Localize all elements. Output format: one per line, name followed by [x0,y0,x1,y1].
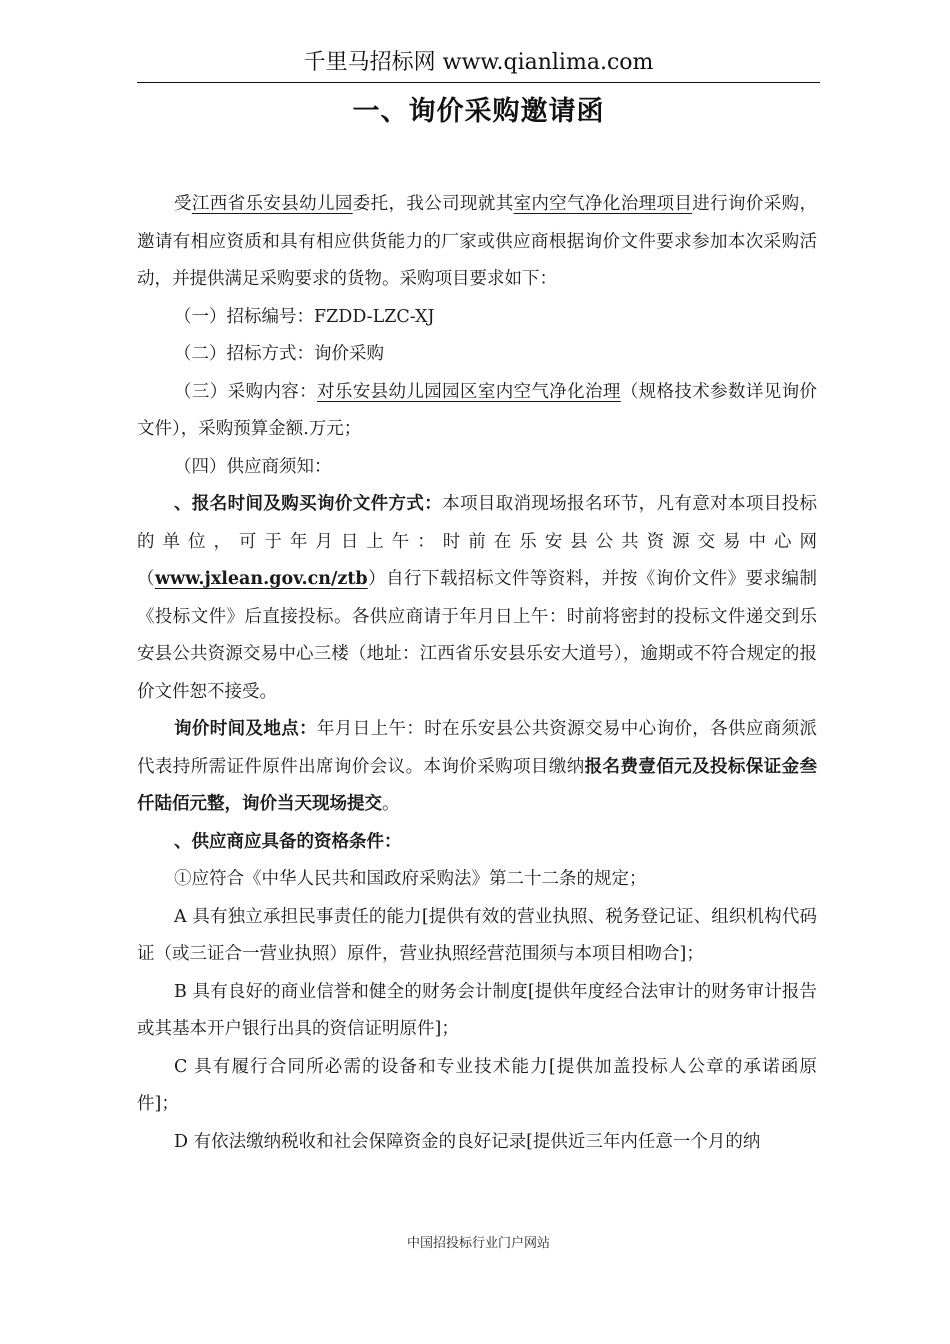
page-header: 千里马招标网 www.qianlima.com [303,50,654,75]
header-divider [137,82,820,83]
document-title: 一、询价采购邀请函 [352,96,605,127]
content-label: （三）采购内容： [174,381,317,402]
item-tender-number: （一）招标编号：FZDD-LZC-XJ [174,306,435,327]
intro-text-1: 受 [174,194,192,214]
item-procurement-content [137,374,817,449]
content-rest: （规格技术参数详见询价文件），采购预算金额.万元； [137,381,818,439]
registration-text-2: ）自行下载招标文件等资料，并按《询价文件》要求编制《投标文件》后直接投标。各供应商请于年月日上午：时前将密封的投标文件递交到乐安县公共资源交易中心三楼（地址：江西省乐安县乐安大道号），逾期或不符合规定的报价文件恕不接受。 [137,569,818,702]
qualification-b: B 具有良好的商业信誉和健全的财务会计制度[提供年度经合法审计的财务审计报告或其基本开户银行出具的资信证明原件]； [137,981,817,1039]
intro-text-3: 进行询价采购，邀请有相应资质和具有相应供货能力的厂家或供应商根据询价文件要求参加本次采购活动，并提供满足采购要求的货物。采购项目要求如下： [137,194,818,289]
qualification-d: D 有依法缴纳税收和社会保障资金的良好记录[提供近三年内任意一个月的纳 [174,1131,761,1152]
qualification-a: A 具有独立承担民事责任的能力[提供有效的营业执照、税务登记证、组织机构代码证（或三证合一营业执照）原件，营业执照经营范围须与本项目相吻合]； [137,906,817,964]
qualifications-heading: 、供应商应具备的资格条件： [174,831,402,852]
page-footer: 中国招投标行业门户网站 [406,1236,550,1251]
registration-url-link[interactable]: www.jxlean.gov.cn/ztb [154,569,368,589]
item-tender-method: （二）招标方式：询价采购 [174,344,384,364]
inquiry-end: 。 [382,794,400,814]
inquiry-fee-notice: 报名费壹佰元及投标保证金叁仟陆佰元整，询价当天现场提交 [137,756,818,814]
item-supplier-notice: （四）供应商须知： [174,456,332,477]
content-value: 对乐安县幼儿园园区室内空气净化治理 [316,381,621,402]
registration-text-1: 本项目取消现场报名环节，凡有意对本项目投标的单位，可于年月日上午：时前在乐安县公共资源交易中心网（ [137,494,818,589]
inquiry-label: 询价时间及地点： [174,719,317,739]
qualification-c: C 具有履行合同所必需的设备和专业技术能力[提供加盖投标人公章的承诺函原件]； [137,1056,817,1114]
registration-paragraph [137,486,817,711]
intro-paragraph [137,186,817,299]
project-name: 室内空气净化治理项目 [513,194,693,214]
inquiry-paragraph [137,711,817,824]
qualification-law: ①应符合《中华人民共和国政府采购法》第二十二条的规定； [174,869,647,889]
inquiry-text: 年月日上午：时在乐安县公共资源交易中心询价，各供应商须派代表持所需证件原件出席询价会议。本询价采购项目缴纳 [137,719,818,777]
registration-label: 、报名时间及购买询价文件方式： [174,494,443,514]
client-name: 江西省乐安县幼儿园 [191,194,353,214]
intro-text-2: 委托，我公司现就其 [352,194,514,214]
document-body [137,186,817,1161]
